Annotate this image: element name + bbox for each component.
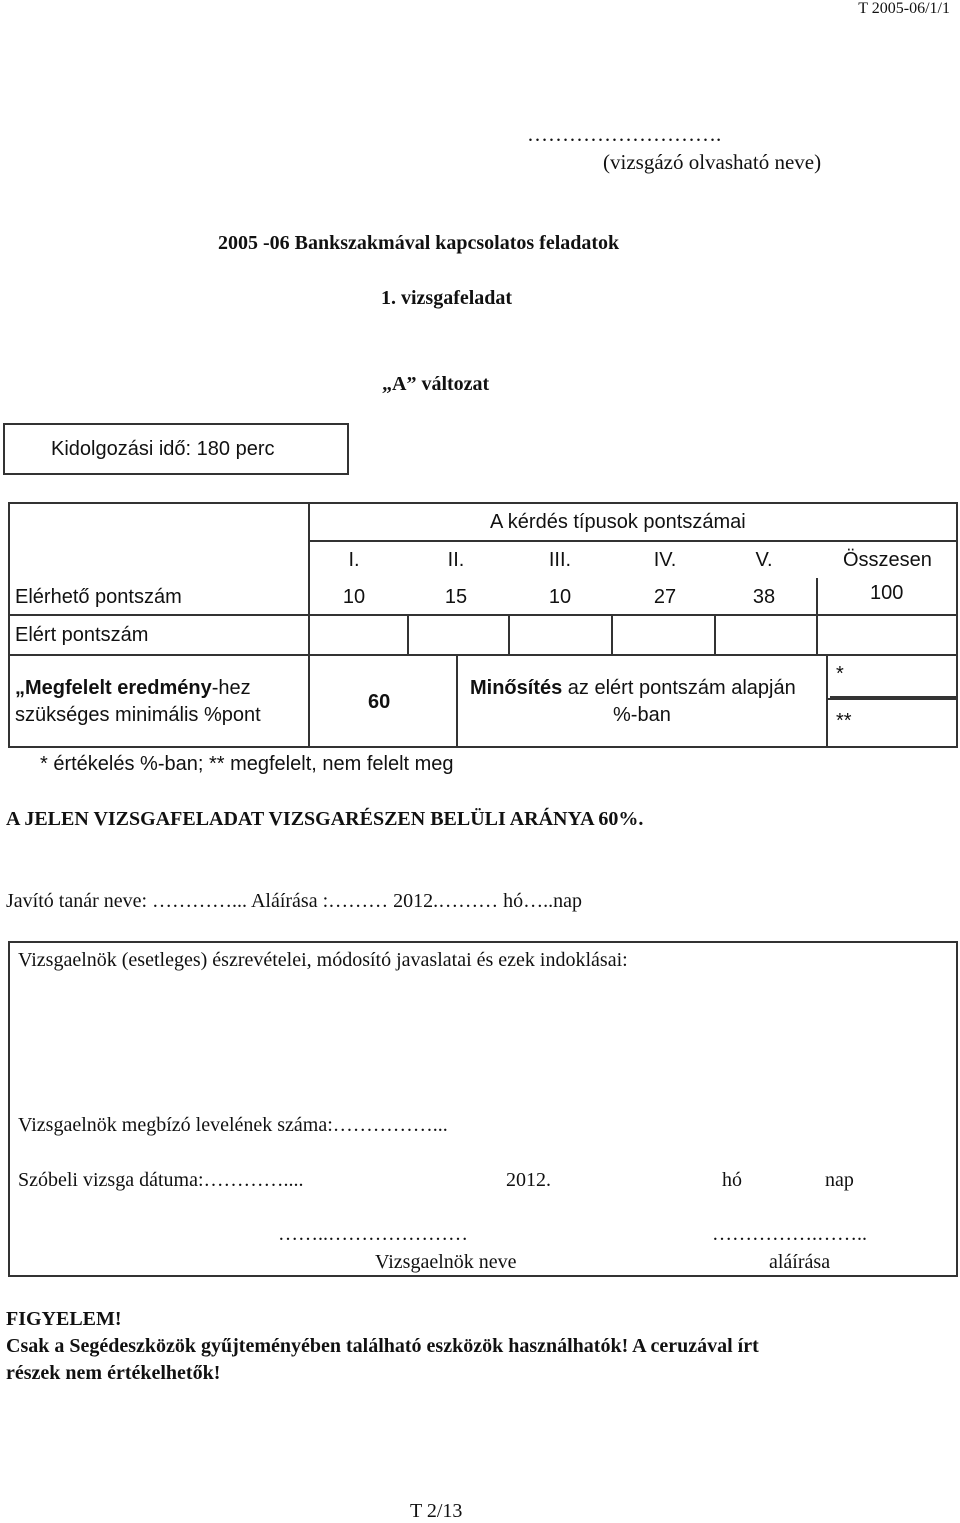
examiner-box <box>8 941 958 1277</box>
oral-exam-month: hó <box>722 1169 742 1191</box>
document-title: 2005 -06 Bankszakmával kapcsolatos feladatok <box>218 232 620 254</box>
variant-title: „A” változat <box>382 373 490 395</box>
star-marker-2: ** <box>836 710 852 732</box>
pass-requirement-line2: szükséges minimális %pont <box>15 704 261 726</box>
page-number: T 2/13 <box>410 1500 463 1522</box>
max-points-2: 15 <box>444 586 468 608</box>
examiner-remarks-label: Vizsgaelnök (esetleges) észrevételei, módosító javaslatai és ezek indoklásai: <box>18 949 628 971</box>
candidate-name-label: (vizsgázó olvasható neve) <box>603 150 822 174</box>
examiner-signature-label: aláírása <box>769 1251 831 1273</box>
column-header-1: I. <box>348 549 360 571</box>
pass-requirement-bold: „Megfelelt eredmény <box>15 677 212 699</box>
column-header-2: II. <box>447 549 465 571</box>
column-header-5: V. <box>755 549 773 571</box>
star-marker-1: * <box>836 663 844 685</box>
oral-exam-year: 2012. <box>506 1169 551 1191</box>
max-points-4: 27 <box>653 586 677 608</box>
column-header-4: IV. <box>653 549 677 571</box>
rating-bold: Minősítés <box>470 677 563 699</box>
pass-requirement-line1 <box>15 677 251 700</box>
warning-line1: Csak a Segédeszközök gyűjteményében található eszközök használhatók! A ceruzával írt <box>6 1335 759 1357</box>
warning-title: FIGYELEM! <box>6 1308 122 1330</box>
time-box <box>3 423 349 475</box>
grader-line: Javító tanár neve: …………... Aláírása :……… 2012.……… hó…..nap <box>6 890 583 912</box>
candidate-name-dots: ………………………. <box>527 122 722 146</box>
rating-percent-cell <box>826 654 958 700</box>
max-points-3: 10 <box>548 586 572 608</box>
examiner-signature-dots: …………….…….. <box>712 1223 867 1245</box>
pass-table-footnote: * értékelés %-ban; ** megfelelt, nem felelt meg <box>40 753 454 775</box>
examiner-name-label: Vizsgaelnök neve <box>375 1251 517 1273</box>
task-title: 1. vizsgafeladat <box>381 287 513 309</box>
pass-threshold-value: 60 <box>368 691 391 713</box>
row-label-max-points: Elérhető pontszám <box>15 586 182 608</box>
max-points-1: 10 <box>342 586 366 608</box>
ratio-statement: A JELEN VIZSGAFELADAT VIZSGARÉSZEN BELÜLI ARÁNYA 60%. <box>6 808 644 830</box>
column-header-total: Összesen <box>843 549 932 571</box>
warning-line2: részek nem értékelhetők! <box>6 1362 221 1384</box>
time-text: Kidolgozási idő: 180 perc <box>51 438 275 460</box>
max-points-5: 38 <box>752 586 776 608</box>
examiner-name-dots: ……..………………… <box>278 1223 468 1245</box>
document-code: T 2005-06/1/1 <box>858 0 950 17</box>
commission-letter-number: Vizsgaelnök megbízó levelének száma:……………... <box>18 1114 448 1136</box>
oral-exam-day: nap <box>825 1169 854 1191</box>
score-table-caption: A kérdés típusok pontszámai <box>490 511 746 533</box>
column-header-3: III. <box>548 549 572 571</box>
row-label-achieved-points: Elért pontszám <box>15 624 149 646</box>
max-points-total: 100 <box>870 582 904 604</box>
rating-line1 <box>470 677 796 700</box>
oral-exam-date-label: Szóbeli vizsga dátuma:………….... <box>18 1169 304 1191</box>
pass-requirement-suffix: -hez <box>211 677 251 699</box>
rating-suffix: az elért pontszám alapján <box>562 677 796 699</box>
rating-line2: %-ban <box>613 704 671 726</box>
